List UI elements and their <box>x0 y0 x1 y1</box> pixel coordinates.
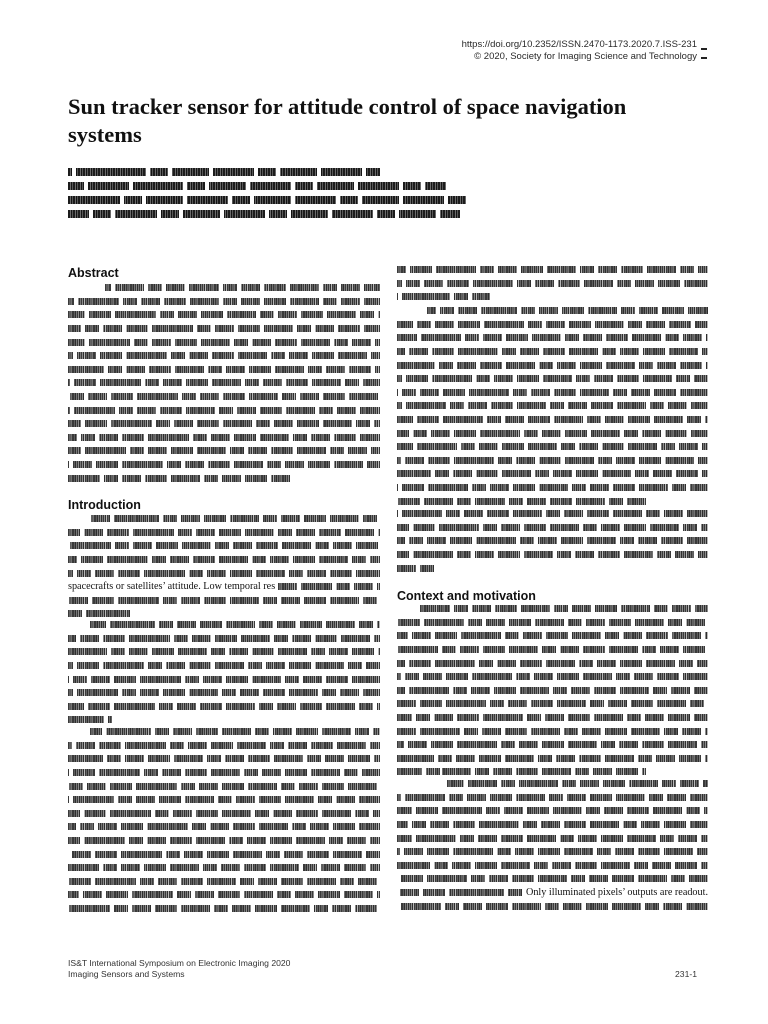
text-line <box>68 807 380 821</box>
text-line <box>397 561 434 575</box>
text-line <box>397 670 708 684</box>
text-line <box>68 458 380 472</box>
context-heading: Context and motivation <box>397 589 536 603</box>
copyright-notice: © 2020, Society for Imaging Science and Technology <box>474 51 697 62</box>
text-line <box>397 804 708 818</box>
text-line <box>68 165 380 179</box>
text-line <box>68 580 380 594</box>
text-line <box>397 697 708 711</box>
illegible-text <box>68 703 380 710</box>
paper-title: Sun tracker sensor for attitude control of space navigation systems <box>68 94 627 147</box>
text-line <box>397 426 708 440</box>
illegible-text <box>397 470 708 477</box>
illegible-text <box>397 402 708 409</box>
illegible-text <box>397 484 708 491</box>
text-line <box>397 752 708 766</box>
illegible-text <box>90 728 380 735</box>
illegible-text <box>397 673 708 680</box>
text-line <box>397 831 708 845</box>
doi-link[interactable]: https://doi.org/10.2352/ISSN.2470-1173.2020.7.ISS-231 <box>461 39 697 50</box>
illegible-text <box>68 610 134 617</box>
text-line <box>397 507 708 521</box>
illegible-text <box>397 714 708 721</box>
introduction-paragraph <box>397 263 708 304</box>
text-line <box>397 899 708 913</box>
header-rule-mark <box>701 57 707 59</box>
illegible-text <box>397 457 708 464</box>
legible-text-fragment: Only illuminated pixels’ outputs are readout. <box>525 886 708 898</box>
text-line <box>68 834 380 848</box>
illegible-text <box>68 837 380 844</box>
text-line <box>397 413 708 427</box>
illegible-text <box>278 583 380 590</box>
page-number: 231-1 <box>675 969 697 979</box>
illegible-text <box>397 321 708 328</box>
text-line <box>68 820 380 834</box>
illegible-text <box>397 389 708 396</box>
illegible-text <box>90 515 380 522</box>
illegible-text <box>68 891 380 898</box>
text-line <box>397 684 708 698</box>
text-line <box>397 629 708 643</box>
illegible-text <box>397 334 708 341</box>
illegible-text <box>397 416 708 423</box>
illegible-text <box>68 529 380 536</box>
illegible-text <box>90 621 380 628</box>
illegible-text <box>68 905 380 912</box>
illegible-text <box>68 676 380 683</box>
illegible-text <box>397 903 708 910</box>
text-line <box>68 766 380 780</box>
text-line <box>397 643 708 657</box>
illegible-text <box>68 407 380 414</box>
illegible-text <box>397 430 708 437</box>
text-line <box>68 444 380 458</box>
text-line <box>397 399 708 413</box>
text-line <box>397 386 708 400</box>
illegible-text <box>397 498 649 505</box>
text-line <box>68 672 380 686</box>
illegible-text <box>397 619 708 626</box>
text-line <box>397 602 708 616</box>
text-line <box>68 349 380 363</box>
text-line <box>68 179 446 193</box>
introduction-paragraph <box>68 512 380 621</box>
text-line <box>397 777 708 791</box>
text-line <box>68 888 380 902</box>
text-line <box>397 534 708 548</box>
illegible-text <box>68 420 380 427</box>
abstract-heading: Abstract <box>68 266 119 280</box>
illegible-text <box>68 210 460 219</box>
illegible-text <box>68 447 380 454</box>
illegible-text <box>68 461 380 468</box>
illegible-text <box>397 755 708 762</box>
illegible-text <box>397 848 708 855</box>
text-line <box>397 467 708 481</box>
illegible-text <box>68 339 380 346</box>
text-line <box>68 526 380 540</box>
illegible-text <box>397 524 708 531</box>
text-line <box>68 566 380 580</box>
text-line <box>68 431 380 445</box>
illegible-text <box>68 878 380 885</box>
introduction-paragraph <box>68 725 380 915</box>
text-line <box>68 335 380 349</box>
text-line <box>68 752 380 766</box>
illegible-text <box>68 570 380 577</box>
illegible-text <box>68 689 380 696</box>
illegible-text <box>68 352 380 359</box>
text-line <box>397 494 649 508</box>
text-line <box>68 847 380 861</box>
illegible-text <box>68 648 380 655</box>
illegible-text <box>68 769 380 776</box>
illegible-text <box>397 660 708 667</box>
illegible-text <box>68 783 380 790</box>
text-line <box>68 207 460 221</box>
text-line <box>397 454 708 468</box>
illegible-text <box>397 510 708 517</box>
text-line <box>68 322 380 336</box>
illegible-text <box>397 632 708 639</box>
illegible-text <box>397 551 708 558</box>
illegible-text <box>68 823 380 830</box>
text-line <box>68 376 380 390</box>
text-line <box>68 193 470 207</box>
illegible-text <box>68 742 380 749</box>
text-line <box>68 686 380 700</box>
text-line <box>397 372 708 386</box>
illegible-text <box>68 182 446 191</box>
illegible-text <box>68 755 380 762</box>
text-line <box>68 618 380 632</box>
text-line <box>397 548 708 562</box>
illegible-text <box>397 728 708 735</box>
text-line <box>68 403 380 417</box>
illegible-text <box>397 875 708 882</box>
illegible-text <box>427 307 708 314</box>
introduction-paragraph <box>397 507 708 575</box>
text-line <box>68 632 380 646</box>
text-line <box>68 553 380 567</box>
text-line <box>68 725 380 739</box>
text-line <box>68 739 380 753</box>
illegible-text <box>68 851 380 858</box>
illegible-text <box>447 780 708 787</box>
text-line <box>68 281 380 295</box>
illegible-text <box>397 862 708 869</box>
affiliation-line <box>68 193 470 207</box>
footer-track: Imaging Sensors and Systems <box>68 969 185 979</box>
illegible-text <box>397 794 708 801</box>
text-line <box>68 700 380 714</box>
text-line <box>397 304 708 318</box>
illegible-text <box>397 266 708 273</box>
illegible-text <box>68 635 380 642</box>
illegible-text <box>397 807 708 814</box>
illegible-text <box>105 284 380 291</box>
context-paragraph <box>397 602 708 779</box>
text-line <box>68 471 290 485</box>
text-line <box>397 656 708 670</box>
text-line <box>68 793 380 807</box>
text-line <box>397 290 490 304</box>
illegible-text <box>68 196 470 205</box>
footer-venue: IS&T International Symposium on Electronic Imaging 2020 <box>68 958 291 968</box>
illegible-text <box>68 662 380 669</box>
text-line <box>397 738 708 752</box>
illegible-text <box>68 810 380 817</box>
illegible-text <box>397 835 708 842</box>
illegible-text <box>397 537 708 544</box>
header-rule-mark <box>701 48 707 50</box>
illegible-text <box>68 556 380 563</box>
illegible-text <box>68 325 380 332</box>
text-line <box>68 861 380 875</box>
illegible-text <box>68 864 380 871</box>
text-line <box>68 594 380 608</box>
illegible-text <box>420 605 708 612</box>
illegible-text <box>397 889 523 896</box>
text-line <box>68 512 380 526</box>
illegible-text <box>68 168 380 177</box>
text-line <box>68 417 380 431</box>
illegible-text <box>397 565 434 572</box>
introduction-paragraph <box>68 618 380 727</box>
illegible-text <box>68 311 380 318</box>
illegible-text <box>397 375 708 382</box>
illegible-text <box>397 443 708 450</box>
text-line <box>397 791 708 805</box>
author-line <box>68 165 380 179</box>
text-line <box>397 859 708 873</box>
illegible-text <box>68 796 380 803</box>
text-line <box>397 845 708 859</box>
illegible-text <box>68 393 380 400</box>
illegible-text <box>397 280 708 287</box>
illegible-text <box>68 434 380 441</box>
text-line <box>68 295 380 309</box>
text-line <box>397 711 708 725</box>
illegible-text <box>68 716 112 723</box>
affiliation-line <box>68 179 446 193</box>
introduction-heading: Introduction <box>68 498 141 512</box>
illegible-text <box>397 646 708 653</box>
text-line <box>397 263 708 277</box>
illegible-text <box>397 768 646 775</box>
text-line <box>397 521 708 535</box>
text-line <box>397 481 708 495</box>
text-line <box>397 345 708 359</box>
abstract-paragraph <box>68 281 380 485</box>
text-line <box>397 440 708 454</box>
text-line <box>68 308 380 322</box>
illegible-text <box>68 379 380 386</box>
text-line <box>397 818 708 832</box>
illegible-text <box>68 475 290 482</box>
illegible-text <box>397 348 708 355</box>
text-line <box>68 539 380 553</box>
illegible-text <box>397 821 708 828</box>
legible-text-fragment: spacecrafts or satellites’ attitude. Low temporal res <box>68 580 276 592</box>
text-line <box>68 875 380 889</box>
illegible-text <box>68 542 380 549</box>
text-line <box>68 779 380 793</box>
text-line <box>397 277 708 291</box>
affiliation-line <box>68 207 460 221</box>
illegible-text <box>397 362 708 369</box>
text-line <box>68 363 380 377</box>
text-line <box>397 331 708 345</box>
text-line <box>397 724 708 738</box>
text-line <box>68 659 380 673</box>
illegible-text <box>68 366 380 373</box>
text-line <box>68 902 380 916</box>
illegible-text <box>397 741 708 748</box>
text-line <box>397 616 708 630</box>
illegible-text <box>68 597 380 604</box>
text-line <box>397 358 708 372</box>
context-paragraph <box>397 777 708 913</box>
introduction-paragraph <box>397 304 708 508</box>
illegible-text <box>68 298 380 305</box>
text-line <box>68 390 380 404</box>
text-line <box>397 886 708 900</box>
text-line <box>397 318 708 332</box>
text-line <box>68 645 380 659</box>
illegible-text <box>397 700 708 707</box>
text-line <box>397 872 708 886</box>
illegible-text <box>397 293 490 300</box>
illegible-text <box>397 687 708 694</box>
